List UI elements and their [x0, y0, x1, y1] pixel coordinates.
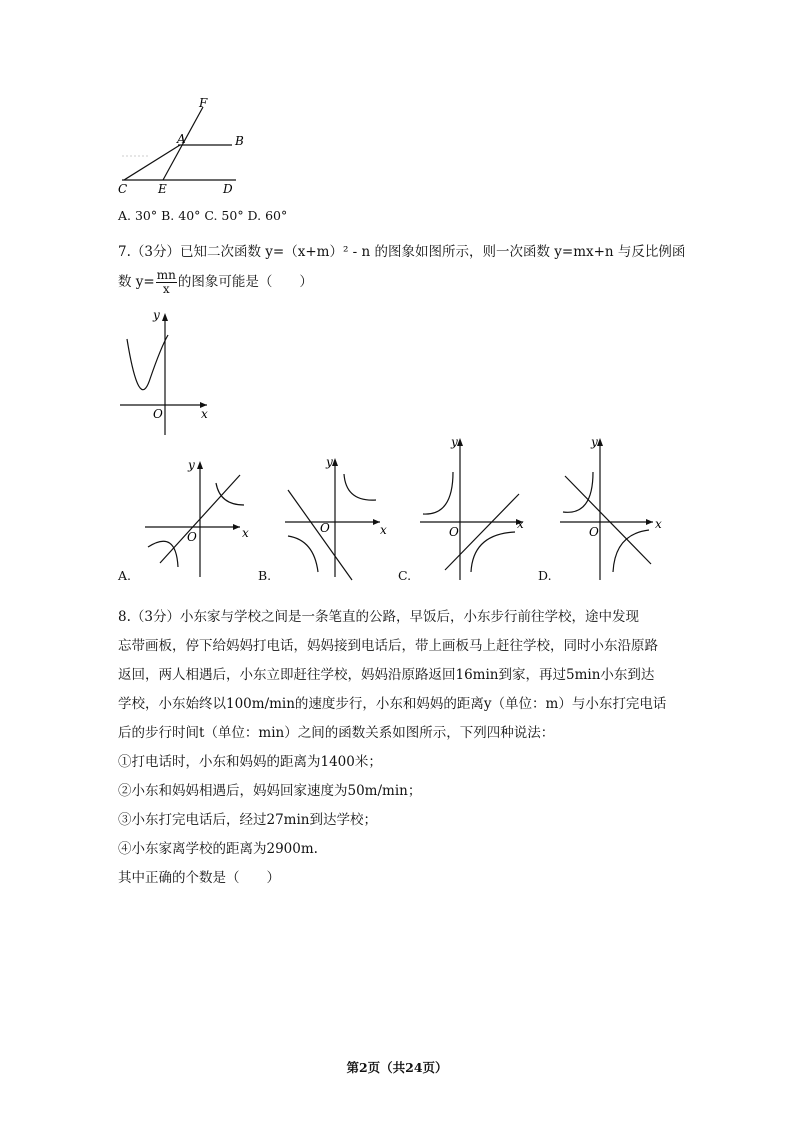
option-c-graph: [415, 432, 540, 582]
linear-function: [288, 490, 352, 580]
q7-frac-den: x: [162, 282, 170, 296]
page-footer: 第2页（共24页）: [346, 1060, 448, 1075]
hyperbola-branch-2: [471, 532, 515, 572]
label-E: E: [158, 182, 167, 196]
origin-label: O: [589, 525, 599, 539]
q8-line-2: 忘带画板，停下给妈妈打电话，妈妈接到电话后，带上画板马上赶往学校，同时小东沿原路: [118, 638, 658, 654]
y-label: y: [188, 458, 195, 472]
x-axis-arrow: [373, 519, 380, 525]
q7-line2: [118, 269, 313, 296]
y-axis-arrow: [597, 438, 603, 446]
q8-statement-3: ③小东打完电话后，经过27min到达学校；: [118, 812, 377, 828]
origin-label: O: [449, 525, 459, 539]
x-label: x: [517, 517, 524, 531]
q6-options: A. 30° B. 40° C. 50° D. 60°: [118, 208, 288, 223]
q8-line-5: 后的步行时间t（单位：min）之间的函数关系如图所示，下列四种说法：: [118, 725, 555, 741]
x-label: x: [655, 517, 662, 531]
q8-statement-4: ④小东家离学校的距离为2900m.: [118, 841, 318, 857]
option-a-label: A.: [118, 568, 132, 583]
linear-function: [565, 476, 651, 564]
q8-statement-1: ①打电话时，小东和妈妈的距离为1400米；: [118, 754, 382, 770]
option-d-graph: [555, 432, 670, 582]
q7-fraction: [156, 269, 177, 296]
q8-statement-2: ②小东和妈妈相遇后，妈妈回家速度为50m/min；: [118, 783, 422, 799]
option-d-label: D.: [538, 568, 552, 583]
q8-line-4: 学校，小东始终以100m/min的速度步行，小东和妈妈的距离y（单位：m）与小东打完电话: [118, 696, 667, 712]
label-B: B: [235, 134, 244, 148]
x-label: x: [380, 523, 387, 537]
y-label: y: [326, 455, 333, 469]
parabola-curve: [127, 335, 168, 390]
x-label: x: [242, 526, 249, 540]
q7-text-line1: 已知二次函数 y=（x+m）² - n 的图象如图所示，则一次函数 y=mx+n 与反比例函: [179, 244, 686, 260]
geometry-figure: [110, 95, 260, 200]
hyperbola-branch-1: [344, 474, 376, 500]
line-CA: [124, 145, 180, 180]
y-label: y: [451, 435, 458, 449]
y-axis-arrow: [457, 438, 463, 446]
option-c-label: C.: [398, 568, 412, 583]
x-axis-arrow: [646, 519, 653, 525]
q7-score: （3分）: [130, 244, 180, 260]
q7-line2-suffix: 的图象可能是（ ）: [177, 274, 313, 290]
q7-line1: [118, 242, 685, 262]
hyperbola-branch-2: [288, 536, 318, 572]
hyperbola-branch-2: [613, 530, 649, 572]
q8-line-3: 返回，两人相遇后，小东立即赶往学校，妈妈沿原路返回16min到家，再过5min小东到达: [118, 667, 655, 683]
q7-number: 7.: [118, 244, 131, 260]
y-label: y: [591, 435, 598, 449]
y-axis-arrow: [197, 461, 203, 469]
hyperbola-branch-2: [148, 541, 178, 567]
x-label: x: [201, 407, 208, 421]
hyperbola-branch-1: [423, 472, 453, 514]
label-D: D: [223, 182, 233, 196]
x-axis-arrow: [233, 524, 240, 530]
origin-label: O: [187, 530, 197, 544]
label-F: F: [199, 96, 208, 110]
q8-question: 其中正确的个数是（ ）: [118, 870, 280, 886]
option-a-graph: [140, 455, 265, 580]
parabola-figure: [115, 305, 225, 440]
label-A: A: [177, 132, 186, 146]
origin-label: O: [320, 521, 330, 535]
option-b-label: B.: [258, 568, 272, 583]
q8-line-1: 8.（3分）小东家与学校之间是一条笔直的公路，早饭后，小东步行前往学校，途中发现: [118, 609, 639, 625]
y-axis-arrow: [332, 458, 338, 466]
option-b-graph: [280, 452, 400, 582]
label-C: C: [118, 182, 128, 196]
q7-line2-prefix: 数 y=: [118, 274, 155, 290]
q7-frac-num: mn: [156, 268, 176, 282]
origin-label: O: [153, 407, 163, 421]
y-axis-arrow: [162, 313, 168, 321]
y-label: y: [153, 308, 160, 322]
